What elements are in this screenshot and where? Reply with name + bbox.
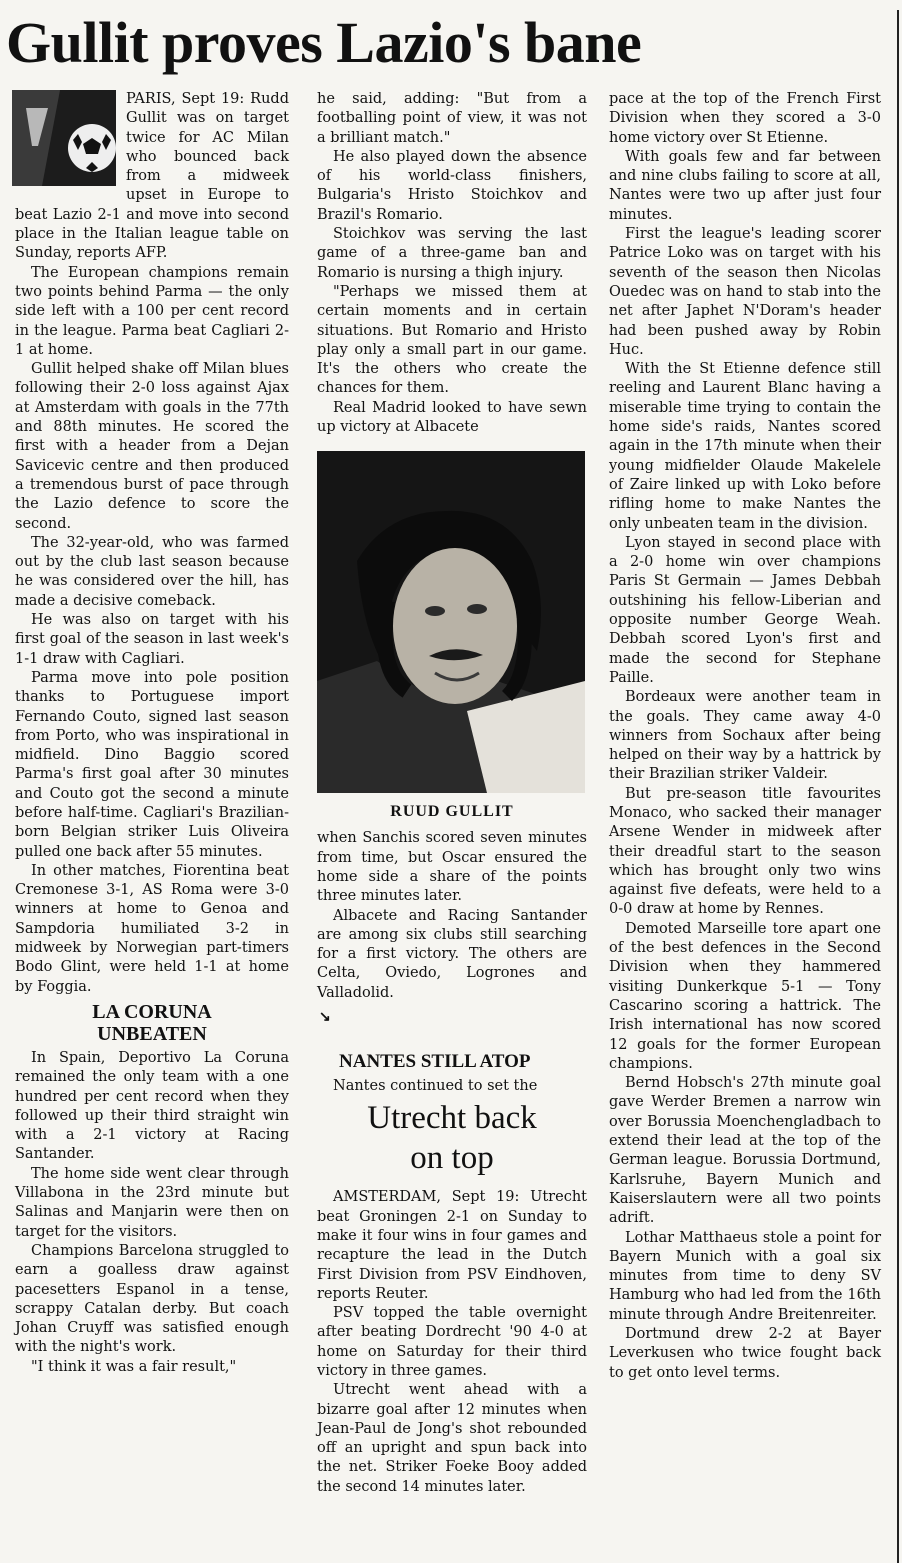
article-paragraph: Demoted Marseille tore apart one of the best defences in the Second Division when they hammered visiting Dunkerkque 5-1 — Tony Cascarino scoring a hattrick. The Irish international has now scored 12 goals for the former European champions.	[609, 920, 881, 1072]
article-paragraph: Lothar Matthaeus stole a point for Bayern Munich with a goal six minutes from time to deny SV Hamburg who had led from the 16th minute through Andre Breitenreiter.	[609, 1229, 881, 1323]
subheading: LA CORUNA UNBEATEN	[92, 1000, 212, 1045]
article-paragraph: With the St Etienne defence still reeling and Laurent Blanc having a miserable time trying to contain the home side's raids, Nantes scored again in the 17th minute when their young midfielder Olaude Makelele of Zaire linked up with Loko before rifling home to make Nantes the only unbeaten team in the division.	[609, 361, 881, 532]
subheading-text: NANTES STILL ATOP	[339, 1051, 531, 1073]
article-paragraph: He also played down the absence of his world-class finishers, Bulgaria's Hristo Stoichkov and Brazil's Romario.	[317, 148, 587, 223]
football-logo-icon	[12, 90, 116, 186]
article-paragraph: when Sanchis scored seven minutes from time, but Oscar ensured the home side a share of the points three minutes later.	[317, 830, 587, 905]
article-paragraph: he said, adding: "But from a footballing point of view, it was not a brilliant match."	[317, 91, 587, 146]
article-paragraph: Bernd Hobsch's 27th minute goal gave Werder Bremen a narrow win over Borussia Moenchengladbach to extend their lead at the top of the German league. Borussia Dortmund, Karlsruhe, Bayern Munich and Kaiserslautern were all two points adrift.	[609, 1075, 881, 1227]
article-paragraph: Nantes continued to set the	[333, 1078, 538, 1095]
article-paragraph: The European champions remain two points behind Parma — the only side left with a 100 per cent record in the league. Parma beat Cagliari 2-1 at home.	[15, 264, 289, 358]
article-paragraph: PARIS, Sept 19: Rudd Gullit was on target twice for AC Milan who bounced back from a midweek upset in Europe to beat Lazio 2-1 and move into second place in the Italian league table on Sunday, reports AFP.	[15, 91, 289, 262]
article-paragraph: The 32-year-old, who was farmed out by the club last season because he was considered over the hill, has made a decisive comeback.	[15, 534, 289, 609]
article-paragraph: Gullit helped shake off Milan blues following their 2-0 loss against Ajax at Amsterdam with goals in the 77th and 88th minutes. He scored the first with a header from a Dejan Savicevic centre and then produced a tremendous burst of pace through the Lazio defence to score the second.	[15, 361, 289, 532]
photo-caption: RUUD GULLIT	[390, 803, 514, 821]
article-paragraph: First the league's leading scorer Patrice Loko was on target with his seventh of the season then Nicolas Ouedec was on hand to stab into the net after Japhet N'Doram's header had been pushed away by Robin Huc.	[609, 226, 881, 358]
secondary-headline: Utrecht back on top	[367, 1100, 537, 1177]
column-3	[609, 90, 881, 1383]
article-paragraph: Parma move into pole position thanks to Portuguese import Fernando Couto, signed last season from Porto, who was inspirational in midfield. Dino Baggio scored Parma's first goal after 30 minutes and Couto got the second a minute before half-time. Cagliari's Brazilian-born Belgian striker Luis Oliveira pulled one back after 55 minutes.	[15, 669, 289, 860]
article-paragraph: In other matches, Fiorentina beat Cremonese 3-1, AS Roma were 3-0 winners at home to Genoa and Sampdoria humiliated 3-2 in midweek by Norwegian part-timers Bodo Glint, were held 1-1 at home by Foggia.	[15, 862, 289, 995]
column-2	[317, 90, 587, 1497]
article-paragraph: Dortmund drew 2-2 at Bayer Leverkusen who twice fought back to get onto level terms.	[609, 1326, 881, 1381]
article-paragraph: The home side went clear through Villabona in the 23rd minute but Salinas and Manjarin were then on target for the visitors.	[15, 1165, 289, 1240]
photo-block	[317, 451, 587, 821]
article-paragraph: PSV topped the table overnight after beating Dordrecht '90 4-0 at home on Saturday for their third victory in three games.	[317, 1305, 587, 1379]
subheading	[317, 1007, 587, 1073]
portrait-photo	[317, 451, 585, 793]
column-rule	[897, 10, 899, 1563]
column-1	[15, 90, 289, 1377]
article-paragraph: With goals few and far between and nine clubs failing to score at all, Nantes were two up after just four minutes.	[609, 148, 881, 223]
article-paragraph: Stoichkov was serving the last game of a three-game ban and Romario is nursing a thigh injury.	[317, 226, 587, 281]
article-paragraph: pace at the top of the French First Division when they scored a 3-0 home victory over St Etienne.	[609, 91, 881, 146]
article-paragraph: Utrecht went ahead with a bizarre goal after 12 minutes when Jean-Paul de Jong's shot rebounded off an upright and spun back into the net. Striker Foeke Booy added the second 14 minutes later.	[317, 1382, 587, 1495]
article-paragraph: "I think it was a fair result,"	[31, 1358, 237, 1375]
article-paragraph: Albacete and Racing Santander are among six clubs still searching for a first victory. The others are Celta, Oviedo, Logrones and Valladolid.	[317, 907, 587, 1001]
article-paragraph: He was also on target with his first goal of the season in last week's 1-1 draw with Cagliari.	[15, 612, 289, 667]
article-paragraph: Champions Barcelona struggled to earn a goalless draw against pacesetters Espanol in a tense, scrappy Catalan derby. But coach Johan Cruyff was satisfied enough with the night's work.	[15, 1242, 289, 1356]
article-paragraph: Lyon stayed in second place with a 2-0 home win over champions Paris St Germain — James Debbah outshining his fellow-Liberian and opposite number George Weah. Debbah scored Lyon's first and made the second for Stephane Paille.	[609, 534, 881, 686]
article-paragraph: Real Madrid looked to have sewn up victory at Albacete	[317, 399, 587, 436]
article-paragraph: AMSTERDAM, Sept 19: Utrecht beat Groningen 2-1 on Sunday to make it four wins in four games and recapture the lead in the Dutch First Division from PSV Eindhoven, reports Reuter.	[317, 1189, 587, 1302]
article-paragraph: But pre-season title favourites Monaco, who sacked their manager Arsene Wender in midweek after their dreadful start to the season which has brought only two wins against five defeats, were held to a 0-0 draw at home by Rennes.	[609, 785, 881, 918]
headline: Gullit proves Lazio's bane	[6, 10, 642, 75]
quote-mark-icon: ↘	[319, 1010, 331, 1026]
article-paragraph: Bordeaux were another team in the goals. They came away 4-0 winners from Sochaux after being helped on their way by a hattrick by their Brazilian striker Valdeir.	[609, 689, 881, 783]
article-paragraph: In Spain, Deportivo La Coruna remained the only team with a one hundred per cent record when they followed up their third straight win with a 2-1 victory at Racing Santander.	[15, 1049, 289, 1163]
article-paragraph: "Perhaps we missed them at certain moments and in certain situations. But Romario and Hristo play only a small part in our game. It's the others who create the chances for them.	[317, 283, 587, 397]
